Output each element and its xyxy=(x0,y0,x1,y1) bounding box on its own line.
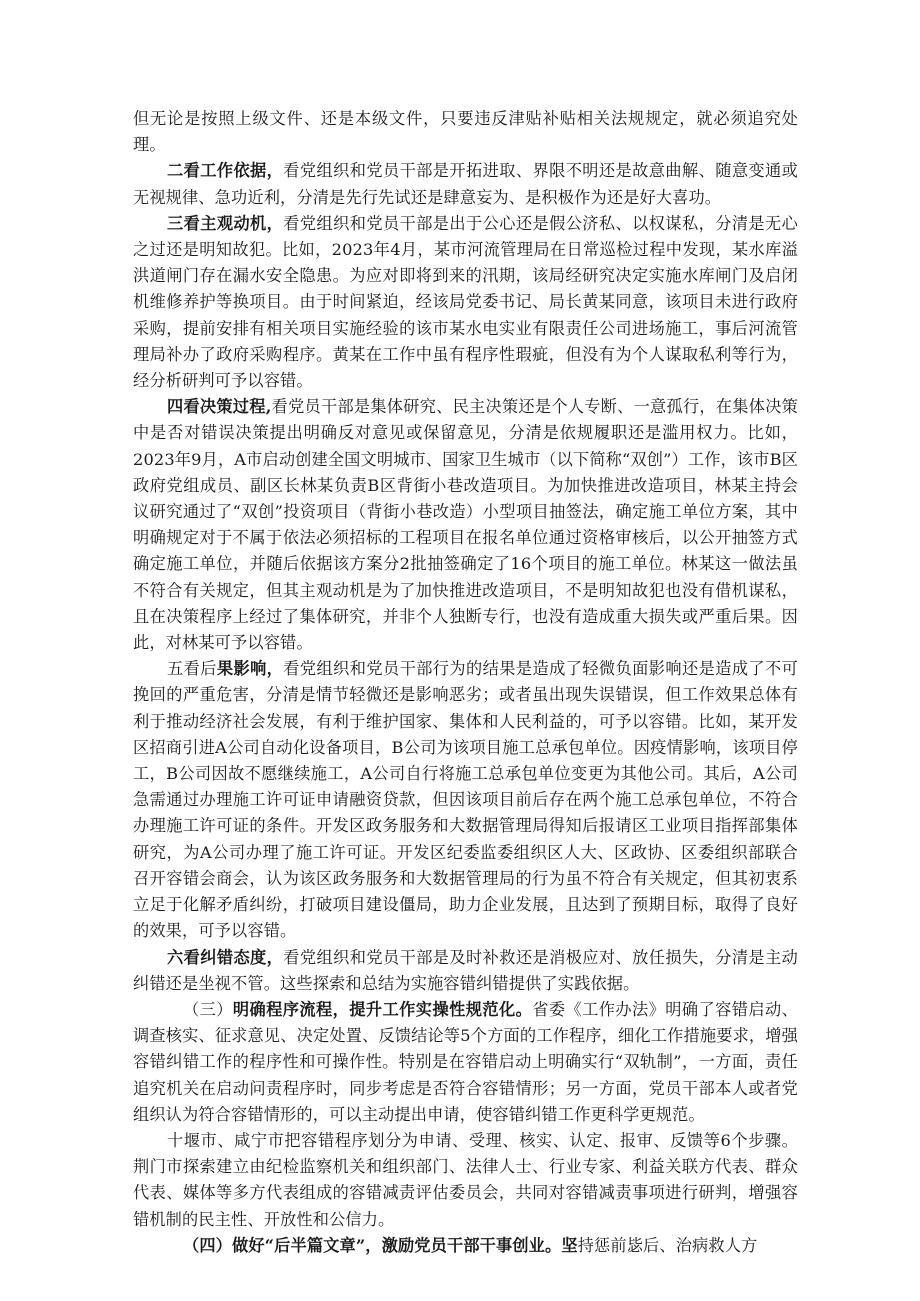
paragraph-pre: 五看后 xyxy=(167,659,217,679)
paragraph-text: 看党组织和党员干部是出于公心还是假公济私、以权谋私，分清是无心之过还是明知故犯。比如，2023年4月，某市河流管理局在日常巡检过程中发现，某水库溢洪道闸门存在漏水安全隐患。为应对即将到来的汛期，该局经研究决定实施水库闸门及启闭机维修养护等换项目。由于时间紧迫，经该局党委书记、局长黄某同意，该项目未进行政府采购，提前安排有相关项目实施经验的该市某水电实业有限责任公司进场施工，事后河流管理局补办了政府采购程序。黄某在工作中虽有程序性瑕疵，但没有为个人谋取私利等行为，经分析研判可予以容错。 xyxy=(133,213,798,391)
section-3-procedure xyxy=(133,997,798,1128)
paragraph-city-practice xyxy=(133,1128,798,1233)
section-heading: 明确程序流程，提升工作实操性规范化。 xyxy=(232,999,533,1019)
section-number: （三） xyxy=(183,999,233,1019)
paragraph-consequence xyxy=(133,656,798,944)
paragraph-decision-process xyxy=(133,394,798,656)
paragraph-lead: 三看主观动机， xyxy=(167,213,284,233)
paragraph-correction-attitude xyxy=(133,945,798,997)
paragraph-text: 省委《工作办法》明确了容错启动、调查核实、征求意见、决定处置、反馈结论等5个方面的工作程序，细化工作措施要求，增强容错纠错工作的程序性和可操作性。特别是在容错启动上明确实行“双轨制”，一方面，责任追究机关在启动问责程序时，同步考虑是否符合容错情形；另一方面，党员干部本人或者党组织认为符合容错情形的，可以主动提出申请，使容错纠错工作更科学更规范。 xyxy=(133,999,798,1124)
paragraph-text: 但无论是按照上级文件、还是本级文件，只要违反津贴补贴相关法规规定，就必须追究处理。 xyxy=(133,109,798,155)
paragraph-text: 看党组织和党员干部是开拓进取、界限不明还是故意曲解、随意变通或无视规律、急功近利，分清是先行先试还是肆意妄为、是积极作为还是好大喜功。 xyxy=(133,161,798,207)
section-4-follow-up xyxy=(133,1233,798,1259)
paragraph-lead: 四看决策过程, xyxy=(167,397,272,417)
paragraph-text: 持惩前毖后、治病救人方 xyxy=(577,1235,758,1255)
paragraph-lead: 果影响， xyxy=(216,659,284,679)
paragraph-text: 看党组织和党员干部行为的结果是造成了轻微负面影响还是造成了不可挽回的严重危害，分清是情节轻微还是影响恶劣；或者虽出现失误错误，但工作效果总体有利于推动经济社会发展，有利于维护国家、集体和人民利益的，可予以容错。比如，某开发区招商引进A公司自动化设备项目，B公司为该项目施工总承包单位。因疫情影响，该项目停工，B公司因故不愿继续施工，A公司自行将施工总承包单位变更为其他公司。其后，A公司急需通过办理施工许可证申请融资贷款，但因该项目前后存在两个施工总承包单位，不符合办理施工许可证的条件。开发区政务服务和大数据管理局得知后报请区工业项目指挥部集体研究，为A公司办理了施工许可证。开发区纪委监委组织区人大、区政协、区委组织部联合召开容错会商会，认为该区政务服务和大数据管理局的行为虽不符合有关规定，但其初衷系立足于化解矛盾纠纷，打破项目建设僵局，助力企业发展，且达到了预期目标，取得了良好的效果，可予以容错。 xyxy=(133,659,798,941)
paragraph-text: 看党员干部是集体研究、民主决策还是个人专断、一意孤行，在集体决策中是否对错误决策提出明确反对意见或保留意见，分清是依规履职还是滥用权力。比如，2023年9月，A市启动创建全国文明城市、国家卫生城市（以下简称“双创”）工作，该市B区政府党组成员、副区长林某负责B区背街小巷改造项目。为加快推进改造项目，林某主持会议研究通过了“双创”投资项目（背街小巷改造）小型项目抽签法，确定施工单位方案，其中明确规定对于不属于依法必须招标的工程项目在报名单位通过资格审核后，以公开抽签方式确定施工单位，并随后依据该方案分2批抽签确定了16个项目的施工单位。林某这一做法虽不符合有关规定，但其主观动机是为了加快推进改造项目，不是明知故犯也没有借机谋私，且在决策程序上经过了集体研究，并非个人独断专行，也没有造成重大损失或严重后果。因此，对林某可予以容错。 xyxy=(133,397,798,653)
paragraph-text: 十堰市、咸宁市把容错程序划分为申请、受理、核实、认定、报审、反馈等6个步骤。荆门市探索建立由纪检监察机关和组织部门、法律人士、行业专家、利益关联方代表、群众代表、媒体等多方代表组成的容错减责评估委员会，共同对容错减责事项进行研判，增强容错机制的民主性、开放性和公信力。 xyxy=(133,1130,798,1229)
paragraph-lead: 六看纠错态度， xyxy=(167,947,284,967)
section-heading: （四）做好“后半篇文章”，激励党员干部干事创业。坚 xyxy=(183,1235,578,1255)
paragraph-continuation xyxy=(133,106,798,158)
paragraph-text: 看党组织和党员干部是及时补救还是消极应对、放任损失，分清是主动纠错还是坐视不管。这些探索和总结为实施容错纠错提供了实践依据。 xyxy=(133,947,798,993)
paragraph-lead: 二看工作依据， xyxy=(167,161,284,181)
paragraph-motive xyxy=(133,211,798,394)
paragraph-work-basis xyxy=(133,158,798,210)
